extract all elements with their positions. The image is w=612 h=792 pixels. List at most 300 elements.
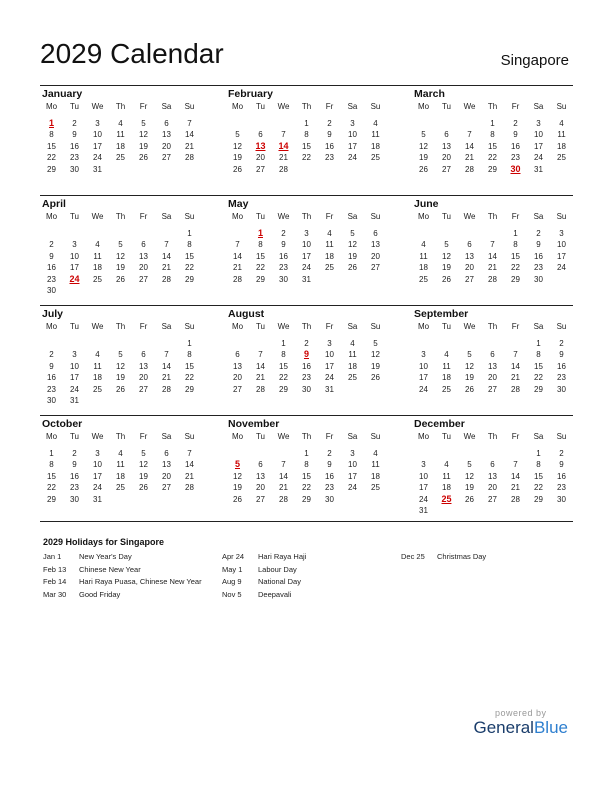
day-cell: 26 <box>139 483 148 492</box>
day-cell <box>86 338 109 350</box>
day-cell: 28 <box>511 384 520 394</box>
holiday-day-cell: 5 <box>234 459 240 469</box>
day-cell: 26 <box>233 164 242 174</box>
day-cell: 21 <box>185 141 194 151</box>
day-cell: 18 <box>93 373 102 382</box>
day-cell: 15 <box>302 471 311 481</box>
day-cell: 18 <box>116 471 125 481</box>
weekday-label: Fr <box>325 432 334 441</box>
day-cell: 27 <box>162 153 171 162</box>
holiday-item <box>401 552 486 565</box>
day-cell: 16 <box>279 251 288 261</box>
day-cell: 2 <box>327 118 332 128</box>
day-cell: 6 <box>235 350 240 359</box>
week-row <box>226 349 387 361</box>
day-cell: 12 <box>233 141 242 151</box>
month-name: February <box>228 88 273 100</box>
day-cell: 3 <box>350 448 355 458</box>
weekday-label: Sa <box>161 322 172 331</box>
day-cell <box>155 395 178 407</box>
day-cell <box>249 118 272 130</box>
weekday-label: Mo <box>417 432 430 441</box>
holiday-date: Mar 30 <box>43 589 67 599</box>
day-cell <box>341 494 364 506</box>
weekday-label: We <box>91 212 104 221</box>
week-row <box>412 482 573 494</box>
day-cell <box>481 228 504 240</box>
day-cell: 7 <box>467 130 472 139</box>
day-cell: 18 <box>442 483 451 492</box>
day-cell: 26 <box>116 384 125 394</box>
month-block <box>40 306 201 415</box>
weekday-label: Mo <box>45 102 58 111</box>
day-cell: 13 <box>233 361 242 371</box>
day-cell: 7 <box>281 130 286 139</box>
day-cell: 30 <box>70 164 79 174</box>
day-cell: 3 <box>421 350 426 359</box>
weekday-label: Tu <box>255 432 266 441</box>
weekday-label: Tu <box>69 102 80 111</box>
weekday-label: Fr <box>139 212 148 221</box>
day-cell: 8 <box>536 460 541 469</box>
day-cell: 20 <box>139 263 148 272</box>
weekday-label: Sa <box>533 322 544 331</box>
week-row <box>40 448 201 460</box>
day-cell <box>63 338 86 350</box>
day-cell: 11 <box>325 240 334 249</box>
day-cell: 9 <box>327 460 332 469</box>
day-cell: 25 <box>371 483 380 492</box>
day-cell: 11 <box>348 350 357 359</box>
day-cell: 1 <box>536 338 541 348</box>
day-cell <box>63 228 86 240</box>
holiday-date: Aug 9 <box>222 577 242 586</box>
day-cell: 7 <box>258 350 263 359</box>
day-cell: 21 <box>162 263 171 272</box>
month-block <box>412 416 573 525</box>
day-cell: 21 <box>488 263 497 272</box>
day-cell: 12 <box>465 471 474 481</box>
day-cell: 14 <box>185 460 194 469</box>
weekday-label: Sa <box>161 432 172 441</box>
holiday-item <box>43 577 202 590</box>
day-cell: 27 <box>442 164 451 174</box>
weekday-label: We <box>463 212 476 221</box>
day-cell: 22 <box>185 263 194 272</box>
day-cell: 6 <box>490 460 495 469</box>
day-cell: 22 <box>47 483 56 492</box>
day-cell: 4 <box>421 240 426 249</box>
day-cell: 19 <box>348 251 357 261</box>
week-row <box>412 228 573 240</box>
day-cell: 20 <box>371 251 380 261</box>
day-cell: 17 <box>70 373 79 382</box>
day-cell <box>86 395 109 407</box>
week-row <box>412 448 573 460</box>
day-cell: 28 <box>488 274 497 284</box>
day-cell: 26 <box>233 494 242 504</box>
day-cell: 20 <box>162 141 171 151</box>
day-cell: 2 <box>304 338 309 348</box>
holiday-date: Nov 5 <box>222 589 242 599</box>
day-cell: 31 <box>302 274 311 284</box>
weekday-label: Th <box>301 322 312 331</box>
day-cell: 4 <box>118 118 123 128</box>
week-row <box>40 395 201 407</box>
day-cell: 3 <box>72 240 77 249</box>
weekday-label: Su <box>556 432 567 441</box>
day-cell: 22 <box>185 373 194 382</box>
day-cell <box>178 395 201 407</box>
holiday-column <box>43 552 202 602</box>
day-cell: 29 <box>185 384 194 394</box>
day-cell: 28 <box>279 164 288 174</box>
weekday-label: Su <box>370 432 381 441</box>
day-cell: 27 <box>465 274 474 284</box>
day-cell: 19 <box>465 373 474 382</box>
day-cell: 17 <box>93 141 102 151</box>
day-cell: 29 <box>47 494 56 504</box>
day-cell: 14 <box>256 361 265 371</box>
day-cell: 23 <box>511 153 520 162</box>
day-cell <box>249 338 272 350</box>
day-cell: 14 <box>465 141 474 151</box>
day-cell: 7 <box>513 350 518 359</box>
day-cell: 4 <box>95 350 100 359</box>
day-cell: 20 <box>465 263 474 272</box>
holiday-date: Feb 14 <box>43 577 67 586</box>
weekday-label: Su <box>556 322 567 331</box>
month-block <box>226 196 387 305</box>
day-cell: 20 <box>488 483 497 492</box>
day-cell: 22 <box>534 373 543 382</box>
month-name: March <box>414 88 445 100</box>
day-cell: 17 <box>348 471 357 481</box>
day-cell: 24 <box>325 373 334 382</box>
day-cell <box>458 338 481 350</box>
day-cell: 23 <box>47 274 56 284</box>
month-name: June <box>414 198 439 210</box>
powered-by-text: powered by <box>494 708 547 718</box>
day-cell: 24 <box>302 263 311 272</box>
day-cell: 25 <box>371 153 380 162</box>
day-cell: 11 <box>93 361 102 371</box>
holiday-day-cell: 13 <box>255 140 266 151</box>
month-block <box>40 196 201 305</box>
day-cell <box>318 274 341 286</box>
weekday-label: We <box>463 102 476 111</box>
day-cell: 19 <box>233 483 242 492</box>
day-cell: 3 <box>304 228 309 238</box>
weekday-label: Fr <box>139 432 148 441</box>
day-cell: 11 <box>371 460 380 469</box>
day-cell <box>109 395 132 407</box>
day-cell: 19 <box>139 141 148 151</box>
weekday-header <box>226 431 387 443</box>
day-cell: 15 <box>534 361 543 371</box>
week-row <box>40 129 201 141</box>
weekday-header <box>412 321 573 333</box>
month-block <box>226 416 387 525</box>
day-cell: 10 <box>302 240 311 249</box>
day-cell: 21 <box>162 373 171 382</box>
day-cell: 15 <box>511 251 520 261</box>
holiday-column <box>401 552 486 565</box>
day-cell: 11 <box>116 460 125 469</box>
day-cell: 29 <box>534 384 543 394</box>
day-cell: 6 <box>164 118 169 128</box>
day-cell: 6 <box>141 240 146 249</box>
day-cell: 27 <box>371 263 380 272</box>
day-cell: 18 <box>557 141 566 151</box>
day-cell: 8 <box>304 130 309 139</box>
weekday-label: Th <box>301 432 312 441</box>
weekday-label: We <box>463 432 476 441</box>
day-cell: 10 <box>93 460 102 469</box>
weekday-header <box>412 431 573 443</box>
day-cell: 15 <box>185 251 194 261</box>
day-cell: 23 <box>279 263 288 272</box>
weekday-label: Su <box>556 212 567 221</box>
day-cell: 19 <box>442 263 451 272</box>
day-cell: 6 <box>444 130 449 139</box>
day-cell: 23 <box>557 373 566 382</box>
week-row <box>412 239 573 251</box>
week-row <box>412 471 573 483</box>
week-row <box>226 482 387 494</box>
day-cell: 16 <box>70 141 79 151</box>
day-cell: 30 <box>302 384 311 394</box>
day-cell: 10 <box>70 251 79 261</box>
day-cell: 19 <box>465 483 474 492</box>
day-cell: 3 <box>350 118 355 128</box>
day-cell <box>435 448 458 460</box>
weekday-label: Sa <box>347 212 358 221</box>
day-cell: 2 <box>49 240 54 249</box>
weekday-label: Mo <box>45 432 58 441</box>
brand-general: General <box>473 718 534 737</box>
day-cell: 12 <box>116 361 125 371</box>
day-cell <box>132 395 155 407</box>
day-cell: 11 <box>419 251 428 261</box>
day-cell: 26 <box>465 494 474 504</box>
weekday-label: Fr <box>325 102 334 111</box>
day-cell: 31 <box>70 396 79 405</box>
day-cell <box>527 505 550 517</box>
weekday-label: We <box>277 322 290 331</box>
day-cell: 21 <box>256 373 265 382</box>
day-cell: 28 <box>162 384 171 394</box>
day-cell: 14 <box>233 251 242 261</box>
weekday-label: Fr <box>325 212 334 221</box>
day-cell <box>249 448 272 460</box>
day-cell: 30 <box>47 286 56 295</box>
day-cell: 25 <box>557 153 566 162</box>
holiday-date: Apr 24 <box>222 552 245 561</box>
day-cell: 31 <box>93 494 102 504</box>
day-cell: 11 <box>442 361 451 371</box>
day-cell <box>504 448 527 460</box>
day-cell: 26 <box>419 164 428 174</box>
week-row <box>40 262 201 274</box>
day-cell: 22 <box>302 483 311 492</box>
day-cell: 23 <box>302 373 311 382</box>
week-row <box>412 262 573 274</box>
day-cell: 16 <box>534 251 543 261</box>
day-cell: 17 <box>419 483 428 492</box>
day-cell <box>412 338 435 350</box>
day-cell: 27 <box>233 384 242 394</box>
day-cell: 23 <box>325 153 334 162</box>
day-cell: 14 <box>162 251 171 261</box>
weekday-label: Su <box>184 212 195 221</box>
month-name: July <box>42 308 64 320</box>
day-cell: 10 <box>348 460 357 469</box>
day-cell: 29 <box>279 384 288 394</box>
day-cell: 30 <box>325 494 334 504</box>
day-cell <box>412 448 435 460</box>
holiday-name: Hari Raya Haji <box>258 552 307 561</box>
week-row <box>40 361 201 373</box>
week-row <box>40 228 201 240</box>
day-cell <box>132 494 155 506</box>
day-cell: 24 <box>557 263 566 272</box>
day-cell: 19 <box>139 471 148 481</box>
weekday-label: Mo <box>417 102 430 111</box>
day-cell: 17 <box>70 263 79 272</box>
holiday-name: Deepavali <box>258 589 292 599</box>
week-row <box>40 274 201 286</box>
day-cell: 10 <box>348 130 357 139</box>
day-cell: 3 <box>95 118 100 128</box>
holiday-name: Good Friday <box>79 589 121 599</box>
weekday-label: Th <box>487 212 498 221</box>
day-cell <box>226 448 249 460</box>
week-row <box>412 459 573 471</box>
day-cell: 26 <box>442 274 451 284</box>
weekday-label: We <box>277 102 290 111</box>
week-row <box>40 285 201 297</box>
month-block <box>226 86 387 195</box>
day-cell: 15 <box>256 251 265 261</box>
day-cell: 14 <box>511 471 520 481</box>
day-cell <box>155 164 178 176</box>
day-cell <box>550 505 573 517</box>
week-row <box>226 459 387 471</box>
weekday-label: Tu <box>255 322 266 331</box>
day-cell <box>481 338 504 350</box>
day-cell: 16 <box>47 373 56 382</box>
day-cell: 16 <box>302 361 311 371</box>
day-cell: 21 <box>185 471 194 481</box>
day-cell: 4 <box>95 240 100 249</box>
weekday-label: Sa <box>533 212 544 221</box>
day-cell: 16 <box>70 471 79 481</box>
weekday-label: Th <box>487 432 498 441</box>
day-cell: 10 <box>70 361 79 371</box>
day-cell <box>226 118 249 130</box>
day-cell: 6 <box>490 350 495 359</box>
weekday-header <box>40 321 201 333</box>
day-cell: 13 <box>488 471 497 481</box>
week-row <box>226 494 387 506</box>
day-cell: 6 <box>467 240 472 249</box>
holiday-item <box>222 565 306 578</box>
day-cell: 10 <box>419 361 428 371</box>
holiday-item <box>222 577 306 590</box>
week-row <box>226 164 387 176</box>
day-cell <box>435 505 458 517</box>
weekday-label: Mo <box>231 212 244 221</box>
day-cell: 9 <box>72 130 77 139</box>
day-cell: 29 <box>185 274 194 284</box>
week-row <box>226 228 387 240</box>
week-row <box>412 372 573 384</box>
week-row <box>226 384 387 396</box>
day-cell: 21 <box>233 263 242 272</box>
day-cell <box>40 338 63 350</box>
day-cell: 8 <box>187 240 192 249</box>
day-cell <box>132 228 155 240</box>
day-cell: 10 <box>325 350 334 359</box>
weekday-label: Tu <box>441 212 452 221</box>
country-name: Singapore <box>500 52 569 69</box>
weekday-label: Th <box>115 102 126 111</box>
day-cell <box>272 448 295 460</box>
brand-blue: Blue <box>533 718 568 737</box>
week-row <box>412 118 573 130</box>
day-cell: 11 <box>442 471 451 481</box>
weekday-label: Sa <box>533 102 544 111</box>
holiday-column <box>222 552 306 602</box>
day-cell: 2 <box>49 350 54 359</box>
weekday-label: Fr <box>511 102 520 111</box>
day-cell: 23 <box>47 384 56 394</box>
day-cell: 2 <box>327 448 332 458</box>
weekday-label: We <box>91 102 104 111</box>
day-cell: 16 <box>325 141 334 151</box>
holidays-title: 2029 Holidays for Singapore <box>43 537 165 547</box>
day-cell: 12 <box>116 251 125 261</box>
weekday-label: Sa <box>347 102 358 111</box>
day-cell: 6 <box>141 350 146 359</box>
week-row <box>40 349 201 361</box>
week-row <box>412 349 573 361</box>
day-cell: 25 <box>348 373 357 382</box>
day-cell: 5 <box>235 130 240 139</box>
holiday-day-cell: 24 <box>69 273 80 284</box>
week-row <box>226 471 387 483</box>
weekday-header <box>40 101 201 113</box>
day-cell: 3 <box>72 350 77 359</box>
day-cell: 28 <box>256 384 265 394</box>
day-cell: 22 <box>511 263 520 272</box>
day-cell: 27 <box>162 483 171 492</box>
weekday-label: Fr <box>511 322 520 331</box>
weekday-label: Su <box>184 322 195 331</box>
weekday-label: Su <box>184 432 195 441</box>
day-cell: 30 <box>70 494 79 504</box>
weekday-label: Th <box>487 322 498 331</box>
day-cell: 15 <box>488 141 497 151</box>
holiday-name: New Year's Day <box>79 552 132 561</box>
holiday-date: Jan 1 <box>43 552 62 561</box>
day-cell <box>550 164 573 176</box>
day-cell: 22 <box>488 153 497 162</box>
day-cell: 20 <box>256 483 265 492</box>
day-cell <box>458 448 481 460</box>
day-cell: 17 <box>534 141 543 151</box>
